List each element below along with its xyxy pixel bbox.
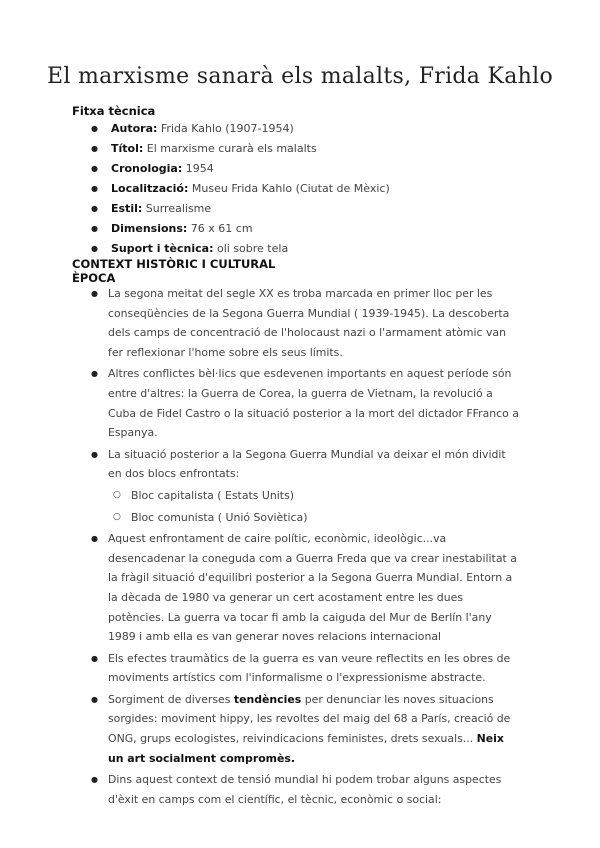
page-title: El marxisme sanarà els malalts, Frida Kahlo <box>46 64 554 89</box>
text-run: Sorgiment de diverses <box>108 692 234 706</box>
fitxa-label: Suport i tècnica: <box>111 242 214 255</box>
fitxa-label: Títol: <box>111 142 144 155</box>
text-run: per denunciar les noves situacions sorgides: moviment hippy, les revoltes del maig del 68 a París, creació de ONG, grups ecologistes, reivindicacions feministes, drets sexuals... <box>108 692 511 746</box>
fitxa-item-titol <box>91 139 390 159</box>
fitxa-item-dimensions <box>91 219 390 239</box>
sub-list-item: ○ Bloc capitalista ( Estats Units) <box>91 486 521 506</box>
sub-list-item: ○ Bloc comunista ( Unió Soviètica) <box>91 508 521 528</box>
context-list <box>91 284 521 811</box>
fitxa-item-suport <box>91 239 390 259</box>
fitxa-label: Localització: <box>111 182 189 195</box>
fitxa-label: Autora: <box>111 122 158 135</box>
fitxa-value: Museu Frida Kahlo (Ciutat de Mèxic) <box>188 182 390 195</box>
fitxa-item-cronologia <box>91 159 390 179</box>
list-item <box>91 690 521 768</box>
fitxa-value: oli sobre tela <box>213 242 289 255</box>
fitxa-heading: Fitxa tècnica <box>72 104 156 118</box>
bold-text: tendències <box>233 692 302 706</box>
list-item: ● Aquest enfrontament de caire polític, econòmic, ideològic...va desencadenar la coneguda com a Guerra Freda que va crear inestabilitat a la fràgil situació d'equilibri posterior a la Segona Guerra Mundial. Entorn a la dècada de 1980 va generar un cert acostament entre les dues potències. La guerra va tocar fi amb la caiguda del Mur de Berlín l'any 1989 i amb ella es van generar noves relacions internacional <box>91 529 521 647</box>
list-item: ● La situació posterior a la Segona Guerra Mundial va deixar el món dividit en dos blocs enfrontats: <box>91 445 521 484</box>
fitxa-value: El marxisme curarà els malalts <box>143 142 317 155</box>
list-item: ● Els efectes traumàtics de la guerra es van veure reflectits en les obres de moviments artístics com l'informalisme o l'expressionisme abstracte. <box>91 649 521 688</box>
bold-text: Neix un art socialment compromès. <box>108 732 504 765</box>
list-item: ● Altres conflictes bèl·lics que esdevenen importants en aquest període són entre d'altres: la Guerra de Corea, la guerra de Vietnam, la revolució a Cuba de Fidel Castro o la situació posterior a la mort del dictador FFranco a Espanya. <box>91 364 521 442</box>
fitxa-item-estil <box>91 199 390 219</box>
fitxa-item-localitzacio <box>91 179 390 199</box>
list-item: ● Dins aquest context de tensió mundial hi podem trobar alguns aspectes d'èxit en camps com el científic, el tècnic, econòmic o social: <box>91 770 521 809</box>
context-heading: CONTEXT HISTÒRIC I CULTURAL <box>72 257 276 271</box>
fitxa-value: 76 x 61 cm <box>187 222 253 235</box>
fitxa-list <box>91 119 390 259</box>
fitxa-value: Surrealisme <box>142 202 212 215</box>
fitxa-label: Cronologia: <box>111 162 183 175</box>
fitxa-item-autora <box>91 119 390 139</box>
fitxa-label: Dimensions: <box>111 222 188 235</box>
list-item: ● La segona meitat del segle XX es troba marcada en primer lloc per les conseqüències de la Segona Guerra Mundial ( 1939-1945). La descoberta dels camps de concentració de l'holocaust nazi o l'armament atòmic van fer reflexionar l'home sobre els seus límits. <box>91 284 521 362</box>
fitxa-label: Estil: <box>111 202 143 215</box>
fitxa-value: Frida Kahlo (1907-1954) <box>157 122 294 135</box>
epoca-heading: ÈPOCA <box>72 271 116 285</box>
fitxa-value: 1954 <box>182 162 214 175</box>
